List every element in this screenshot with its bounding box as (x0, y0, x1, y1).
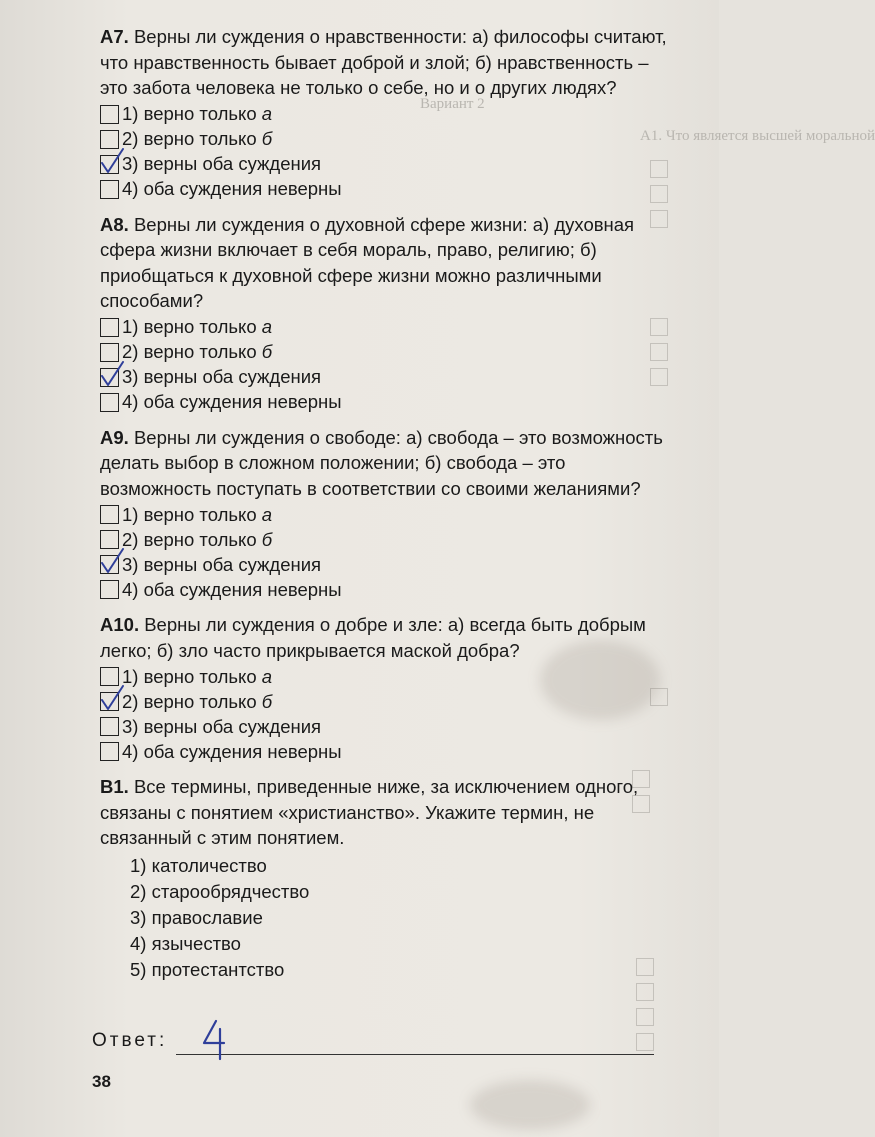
answer-option (100, 315, 670, 340)
answer-line (176, 1054, 654, 1055)
checkbox[interactable] (100, 692, 119, 711)
option-label: 2) верно только (122, 128, 262, 149)
question-number: А8. (100, 213, 129, 235)
answer-option (100, 577, 670, 602)
question-block (100, 425, 670, 603)
checkbox[interactable] (100, 318, 119, 337)
handwritten-check-icon (99, 547, 125, 575)
question-body: Верны ли суждения о добре и зле: а) всегда быть добрым легко; б) зло часто прикрывается маской добра? (100, 614, 646, 661)
checkbox[interactable] (100, 180, 119, 199)
option-label: 1) верно только (122, 103, 262, 124)
checkbox[interactable] (100, 555, 119, 574)
term-item: 2) старообрядчество (130, 880, 310, 902)
answer-option (100, 739, 670, 764)
checkbox[interactable] (100, 742, 119, 761)
answer-option (100, 552, 670, 577)
option-letter: а (261, 503, 273, 525)
option-letter: а (261, 103, 273, 124)
option-label: 4) оба суждения неверны (122, 578, 342, 600)
term-item: 3) православие (130, 906, 263, 928)
answer-option (100, 502, 670, 527)
checkbox[interactable] (100, 580, 119, 599)
option-label: 3) верны оба суждения (122, 153, 322, 174)
term-item: 5) протестантство (130, 958, 285, 980)
answer-option (100, 102, 670, 127)
handwritten-check-icon (99, 147, 125, 175)
paper-smudge (470, 1080, 590, 1130)
page-number: 38 (92, 1072, 111, 1091)
checkbox[interactable] (100, 717, 119, 736)
option-label: 4) оба суждения неверны (122, 740, 342, 762)
worksheet-content (100, 24, 670, 983)
option-label: 2) верно только (122, 690, 262, 712)
checkbox[interactable] (100, 393, 119, 412)
checkbox[interactable] (100, 368, 119, 387)
question-body: Все термины, приведенные ниже, за исключением одного, связаны с понятием «христианство». Укажите термин, не связанный с этим понятием. (100, 776, 639, 848)
answer-options (100, 502, 670, 602)
bleed-through-box (636, 983, 654, 1001)
checkbox[interactable] (100, 505, 119, 524)
handwritten-answer (198, 1017, 242, 1061)
checkbox[interactable] (100, 105, 119, 124)
answer-option (100, 152, 670, 177)
option-letter: б (261, 690, 273, 712)
option-label: 3) верны оба суждения (122, 553, 322, 575)
question-block (100, 612, 670, 764)
answer-option (100, 689, 670, 714)
option-letter: а (261, 316, 273, 337)
question-body: Верны ли суждения о нравственности: а) философы считают, что нравственность бывает доброй и злой; б) нравственность – это забота человека не только о себе, но и о других людях? (100, 26, 667, 98)
option-label: 2) верно только (122, 528, 262, 550)
option-label: 3) верны оба суждения (122, 715, 322, 737)
question-text (100, 612, 670, 663)
question-number: А10. (100, 614, 140, 635)
answer-option (100, 365, 670, 390)
option-letter: б (261, 128, 273, 149)
answer-label: Ответ: (92, 1030, 168, 1051)
question-number: А7. (100, 26, 129, 47)
answer-option (100, 177, 670, 202)
answer-option (100, 127, 670, 152)
handwritten-answer-value: 4 (198, 1017, 199, 1018)
answer-option (100, 390, 670, 415)
question-block-b1 (100, 774, 670, 983)
term-item: 1) католичество (130, 854, 267, 876)
question-text (100, 212, 670, 314)
bleed-through-text: А1. Что является высшей моральной (640, 128, 875, 144)
checkbox[interactable] (100, 155, 119, 174)
term-list (130, 853, 670, 983)
question-body: Верны ли суждения о духовной сфере жизни: а) духовная сфера жизни включает в себя мораль, право, религию; б) приобщаться к духовной сфере жизни можно различными способами? (100, 213, 635, 311)
answer-option (100, 714, 670, 739)
option-letter: а (261, 665, 273, 687)
option-label: 4) оба суждения неверны (122, 391, 342, 412)
question-number: А9. (100, 426, 129, 448)
option-letter: б (261, 341, 273, 362)
answer-options (100, 102, 670, 202)
question-body: Верны ли суждения о свободе: а) свобода – это возможность делать выбор в сложном положении; б) свобода – это возможность поступать в соответствии со своими желаниями? (100, 426, 663, 499)
option-label: 1) верно только (122, 665, 262, 687)
answer-option (100, 527, 670, 552)
question-block (100, 24, 670, 202)
option-label: 1) верно только (122, 503, 262, 525)
option-label: 1) верно только (122, 316, 262, 337)
handwritten-check-icon (99, 684, 125, 712)
answer-option (100, 664, 670, 689)
option-letter: б (261, 528, 273, 550)
question-block (100, 212, 670, 415)
option-label: 3) верны оба суждения (122, 366, 322, 387)
answer-option (100, 340, 670, 365)
question-text (100, 774, 670, 851)
answer-options (100, 664, 670, 764)
question-number: В1. (100, 776, 129, 797)
option-label: 2) верно только (122, 341, 262, 362)
option-label: 4) оба суждения неверны (122, 178, 342, 199)
bleed-through-text: Вариант 2 (420, 96, 485, 112)
answer-options (100, 315, 670, 415)
bleed-through-box (636, 1008, 654, 1026)
question-text (100, 425, 670, 502)
handwritten-check-icon (99, 360, 125, 388)
term-item: 4) язычество (130, 932, 241, 954)
question-text (100, 24, 670, 101)
bleed-through-box (636, 1033, 654, 1051)
